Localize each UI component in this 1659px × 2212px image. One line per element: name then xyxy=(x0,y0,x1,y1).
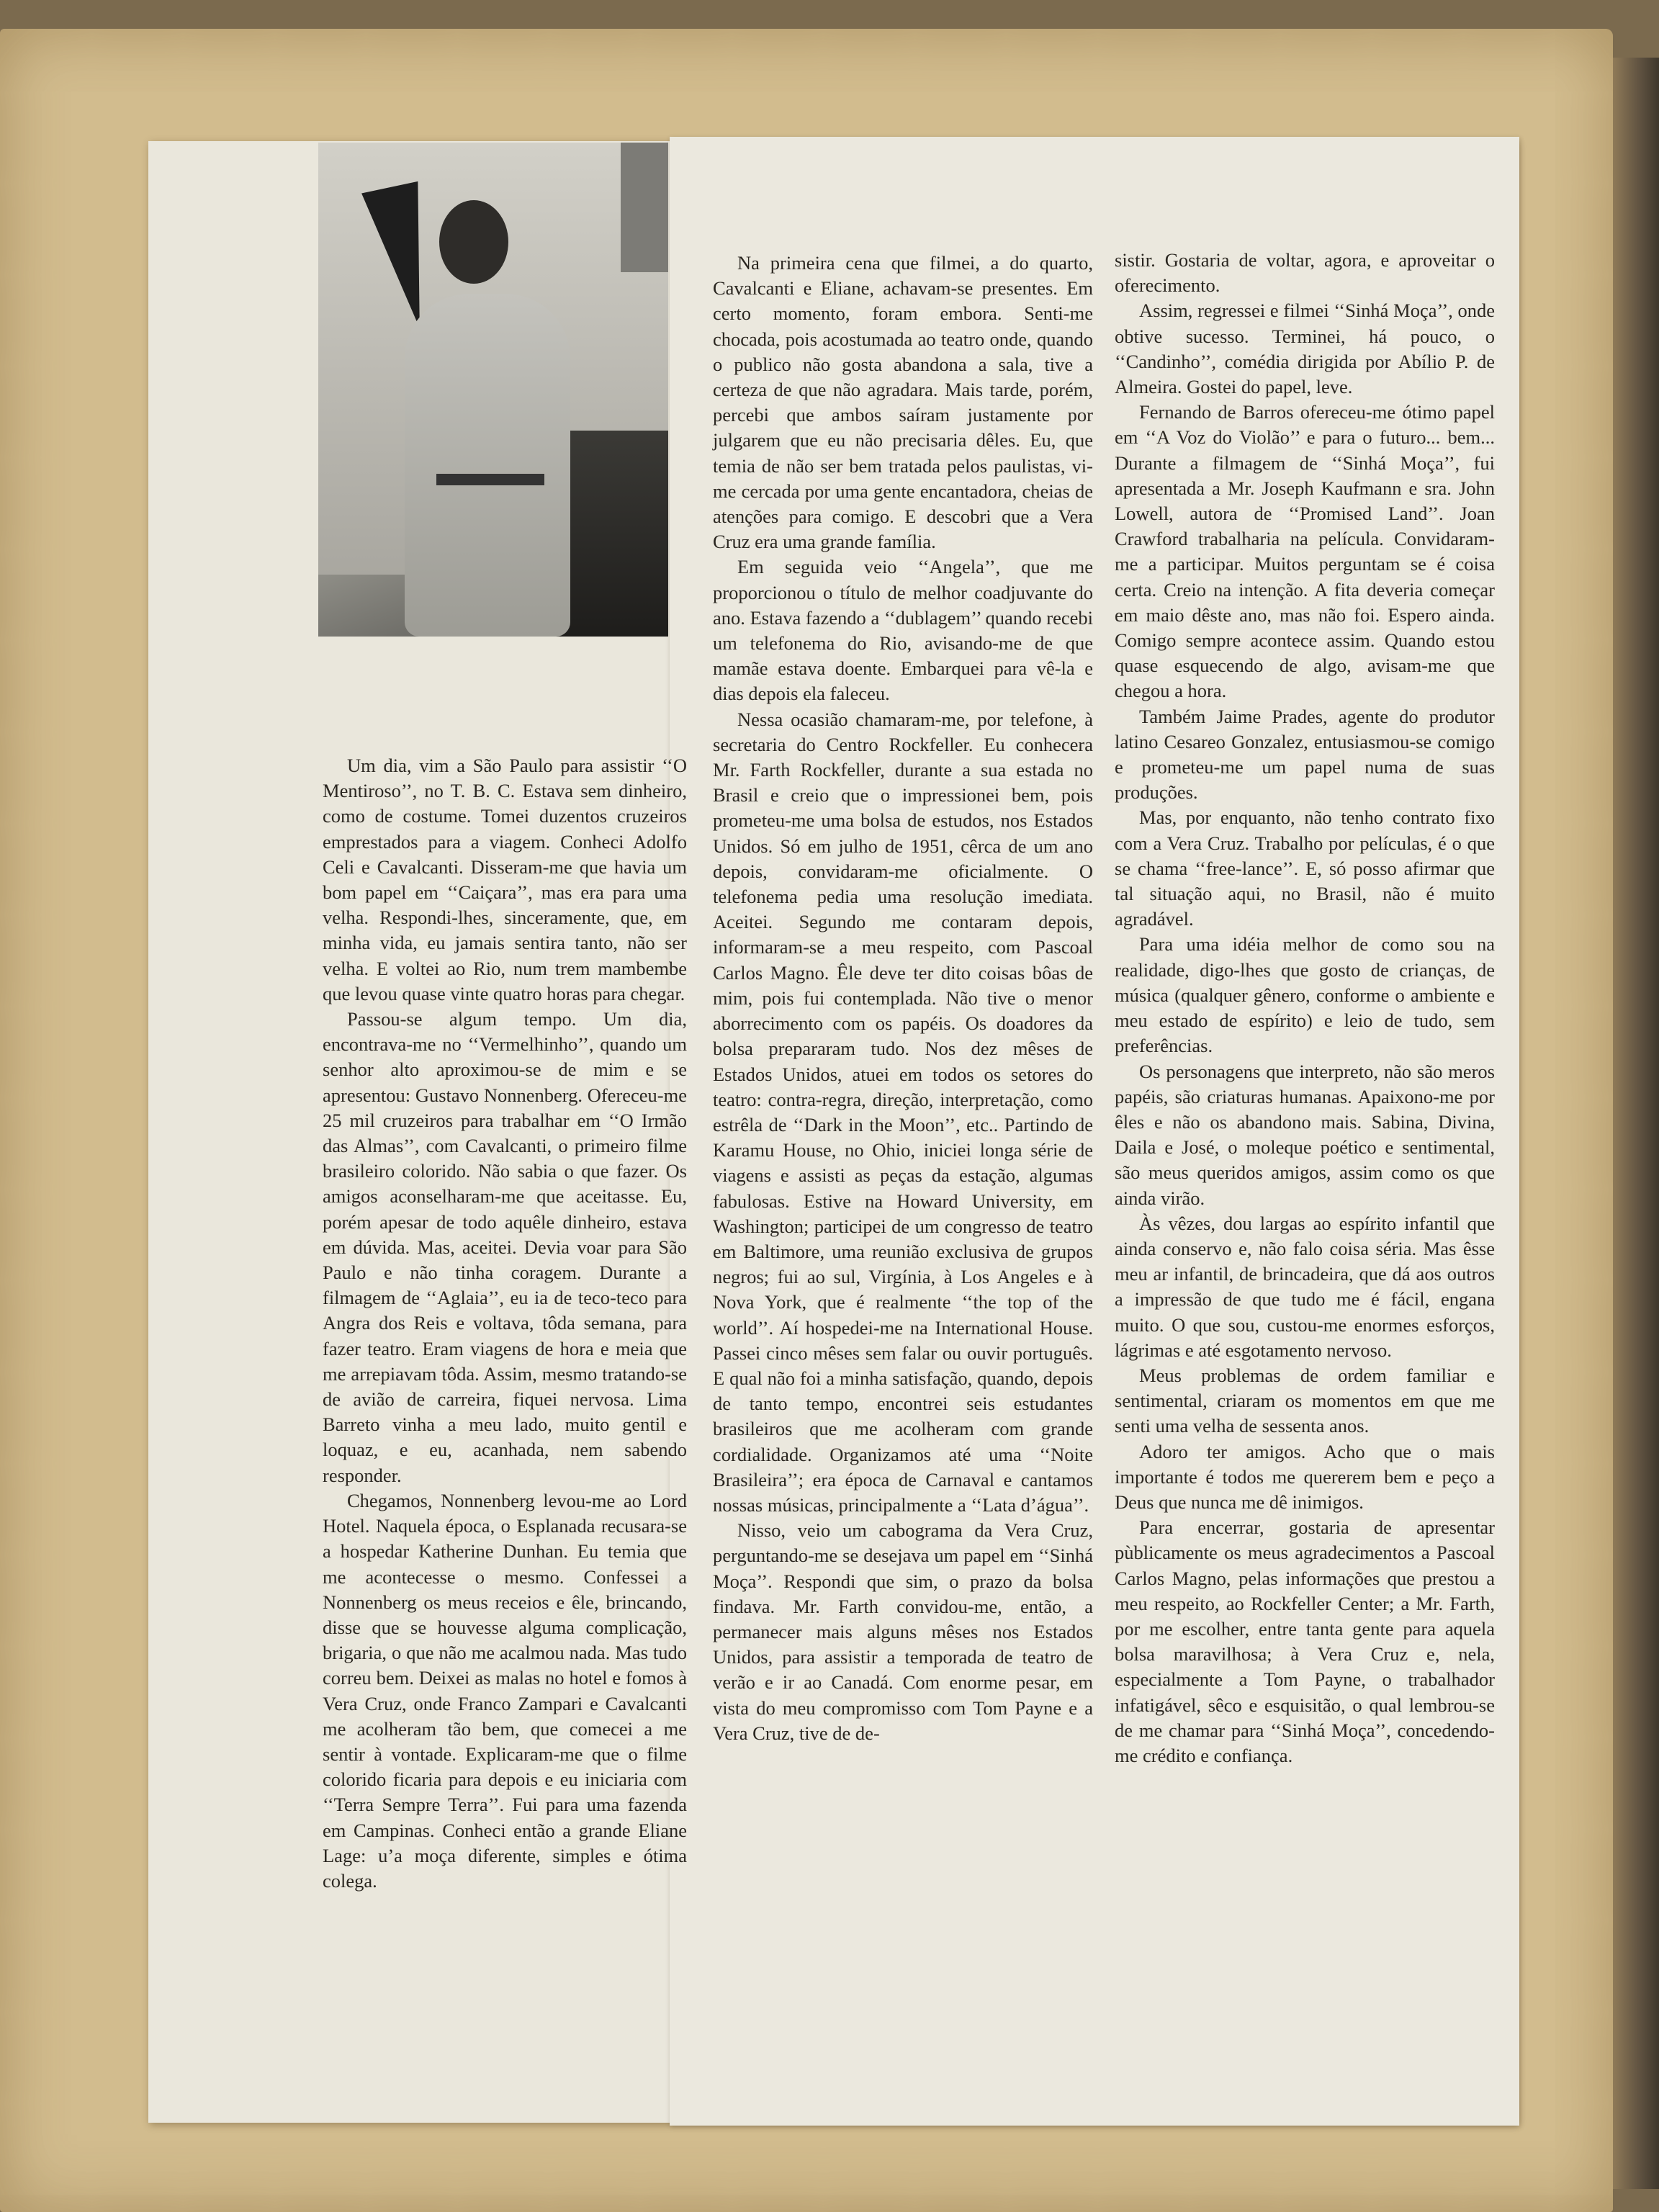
paragraph: Um dia, vim a São Paulo para assistir ‘‘O Mentiroso’’, no T. B. C. Estava sem dinheiro, como de costume. Tomei duzentos cruzeiros emprestados para a viagem. Conheci Adolfo Celi e Cavalcanti. Disseram-me que havia um bom papel em ‘‘Caiçara’’, mas era para uma velha. Respondi-lhes, sinceramente, que, em minha vida, eu jamais sentira tanto, não ser velha. E voltei ao Rio, num trem mambembe que levou quase vinte quatro horas para chegar. xyxy=(323,755,687,1004)
paragraph: Passou-se algum tempo. Um dia, encontrava-me no ‘‘Vermelhinho’’, quando um senhor alto aproximou-se de mim e se apresentou: Gustavo Nonnenberg. Ofereceu-me 25 mil cruzeiros para trabalhar em ‘‘O Irmão das Almas’’, com Cavalcanti, o primeiro filme brasileiro colorido. Não sabia o que fazer. Os amigos aconselharam-me que aceitasse. Eu, porém apesar de todo aquêle dinheiro, estava em dúvida. Mas, aceitei. Devia voar para São Paulo e não tinha coragem. Durante a filmagem de ‘‘Aglaia’’, eu ia de teco-teco para Angra dos Reis e voltava, tôda semana, para fazer teatro. Eram viagens de hora e meia que me arrepiavam tôda. Assim, mesmo tratando-se de avião de carreira, fiquei nervosa. Lima Barreto vinha a meu lado, muito gentil e loquaz, e eu, acanhada, nem sabendo responder. xyxy=(323,1008,687,1486)
paragraph: Meus problemas de ordem familiar e sentimental, criaram os momentos em que me senti uma velha de sessenta anos. xyxy=(1115,1364,1495,1437)
paragraph: Nisso, veio um cabograma da Vera Cruz, perguntando-me se desejava um papel em ‘‘Sinhá Moça’’. Respondi que sim, o prazo da bolsa findava. Mr. Farth convidou-me, então, a permanecer mais alguns mêses nos Estados Unidos, para assistir a temporada de teatro de verão e ir ao Canadá. Com enorme pesar, em vista do meu compromisso com Tom Payne e a Vera Cruz, tive de de- xyxy=(713,1519,1093,1744)
paragraph: Adoro ter amigos. Acho que o mais importante é todos me quererem bem e peço a Deus que nunca me dê inimigos. xyxy=(1115,1440,1495,1513)
article-column-1 xyxy=(323,753,687,1894)
paragraph: Chegamos, Nonnenberg levou-me ao Lord Hotel. Naquela época, o Esplanada recusara-se a hospedar Katherine Dunhan. Eu temia que me acontecesse o mesmo. Confessei a Nonnenberg os meus receios e êle, brincando, disse que se houvesse alguma complicação, brigaria, o que não me acalmou nada. Mas tudo correu bem. Deixei as malas no hotel e fomos à Vera Cruz, onde Franco Zampari e Cavalcanti me acolheram tão bem, que comecei a me sentir à vontade. Explicaram-me que o filme colorido ficaria para depois e eu iniciaria com ‘‘Terra Sempre Terra’’. Fui para uma fazenda em Campinas. Conheci então a grande Eliane Lage: u’a moça diferente, simples e ótima colega. xyxy=(323,1489,687,1892)
paragraph: Os personagens que interpreto, não são meros papéis, são criaturas humanas. Apaixono-me por êles e não os abandono mais. Sabina, Divina, Daila e José, o moleque poético e sentimental, são meus queridos amigos, assim como os que ainda virão. xyxy=(1115,1060,1495,1209)
paragraph: Em seguida veio ‘‘Angela’’, que me proporcionou o título de melhor coadjuvante do ano. Estava fazendo a ‘‘dublagem’’ quando recebi um telefonema do Rio, avisando-me de que mamãe estava doente. Embarquei para vê-la e dias depois ela faleceu. xyxy=(713,556,1093,705)
paragraph: Fernando de Barros ofereceu-me ótimo papel em ‘‘A Voz do Violão’’ e para o futuro... bem... Durante a filmagem de ‘‘Sinhá Moça’’, fui apresentada a Mr. Joseph Kaufmann e sra. John Lowell, autora de ‘‘Promised Land’’. Joan Crawford trabalharia na película. Convidaram-me a participar. Muitos perguntam se é coisa certa. Creio na intenção. A fita deveria começar em maio dêste ano, mas não foi. Espero ainda. Comigo sempre acontece assim. Quando estou quase esquecendo de algo, avisam-me que chegou a hora. xyxy=(1115,401,1495,702)
paragraph: Para encerrar, gostaria de apresentar pùblicamente os meus agradecimentos a Pascoal Carlos Magno, pelas informações que prestou a meu respeito, ao Rockfeller Center; a Mr. Farth, por me escolher, entre tanta gente para aquela bolsa maravilhosa; à Vera Cruz e, nela, especialmente a Tom Payne, o trabalhador infatigável, sêco e esquisitão, o qual lembrou-se de me chamar para ‘‘Sinhá Moça’’, concedendo-me crédito e confiança. xyxy=(1115,1516,1495,1766)
paragraph: Mas, por enquanto, não tenho contrato fixo com a Vera Cruz. Trabalho por películas, é o que se chama ‘‘free-lance’’. E, só posso afirmar que tal situação aqui, no Brasil, não é muito agradável. xyxy=(1115,806,1495,930)
article-column-2 xyxy=(713,251,1093,1746)
paragraph: Às vêzes, dou largas ao espírito infantil que ainda conservo e, não falo coisa séria. Mas êsse meu ar infantil, de brincadeira, que dá aos outros a impressão de que tudo me é fácil, engana muito. O que sou, custou-me enormes esforços, lágrimas e até esgotamento nervoso. xyxy=(1115,1212,1495,1361)
paragraph: Nessa ocasião chamaram-me, por telefone, à secretaria do Centro Rockfeller. Eu conhecera Mr. Farth Rockfeller, durante a sua estada no Brasil e creio que o impressionei bem, pois prometeu-me uma bolsa de estudos, nos Estados Unidos. Só em julho de 1951, cêrca de um ano depois, convidaram-me oficialmente. O telefonema pedia uma resolução imediata. Aceitei. Segundo me contaram depois, informaram-se a meu respeito, com Pascoal Carlos Magno. Êle deve ter dito coisas bôas de mim, pois fui contemplada. Não tive o menor aborrecimento com os papéis. Os doadores da bolsa prepararam tudo. Nos dez mêses de Estados Unidos, atuei em todos os setores do teatro: contra-regra, direção, interpretação, como estrêla de ‘‘Dark in the Moon’’, etc.. Partindo de Karamu House, no Ohio, iniciei longa série de viagens e assisti as peças da estação, algumas fabulosas. Estive na Howard University, em Washington; participei de um congresso de teatro em Baltimore, uma reunião exclusiva de grupos negros; fui ao sul, Virgínia, à Los Angeles e à Nova York, que é realmente ‘‘the top of the world’’. Aí hospedei-me na International House. Passei cinco mêses sem falar ou ouvir português. E qual não foi a minha satisfação, quando, depois de tanto tempo, encontrei seis estudantes brasileiros que me acolheram com grande cordialidade. Organizamos até uma ‘‘Noite Brasileira’’; era época de Carnaval e cantamos nossas músicas, principalmente a ‘‘Lata d’água’’. xyxy=(713,708,1093,1516)
article-column-3 xyxy=(1115,248,1495,1768)
paragraph: Também Jaime Prades, agente do produtor latino Cesareo Gonzalez, entusiasmou-se comigo e prometeu-me um papel numa de suas produções. xyxy=(1115,705,1495,804)
paragraph: sistir. Gostaria de voltar, agora, e aproveitar o oferecimento. xyxy=(1115,249,1495,297)
album-spine-edge xyxy=(1613,58,1659,2189)
paragraph: Assim, regressei e filmei ‘‘Sinhá Moça’’, onde obtive sucesso. Terminei, há pouco, o ‘‘Candinho’’, comédia dirigida por Abílio P. de Almeira. Gostei do papel, leve. xyxy=(1115,300,1495,398)
paragraph: Na primeira cena que filmei, a do quarto, Cavalcanti e Eliane, achavam-se presentes. Em certo momento, foram embora. Senti-me chocada, pois acostumada ao teatro onde, quando o publico não gosta abandona a sala, tive a certeza de que não agradara. Mais tarde, porém, percebi que ambos saíram justamente por julgarem que eu não precisaria dêles. Eu, que temia de não ser bem tratada pelos paulistas, vi-me cercada por uma gente encantadora, cheias de atenções para comigo. E descobri que a Vera Cruz era uma grande família. xyxy=(713,252,1093,553)
paragraph: Para uma idéia melhor de como sou na realidade, digo-lhes que gosto de crianças, de música (qualquer gênero, conforme o ambiente e meu estado de espírito) e leio de tudo, sem preferências. xyxy=(1115,933,1495,1057)
woman-drinking-photo-icon xyxy=(318,143,668,637)
